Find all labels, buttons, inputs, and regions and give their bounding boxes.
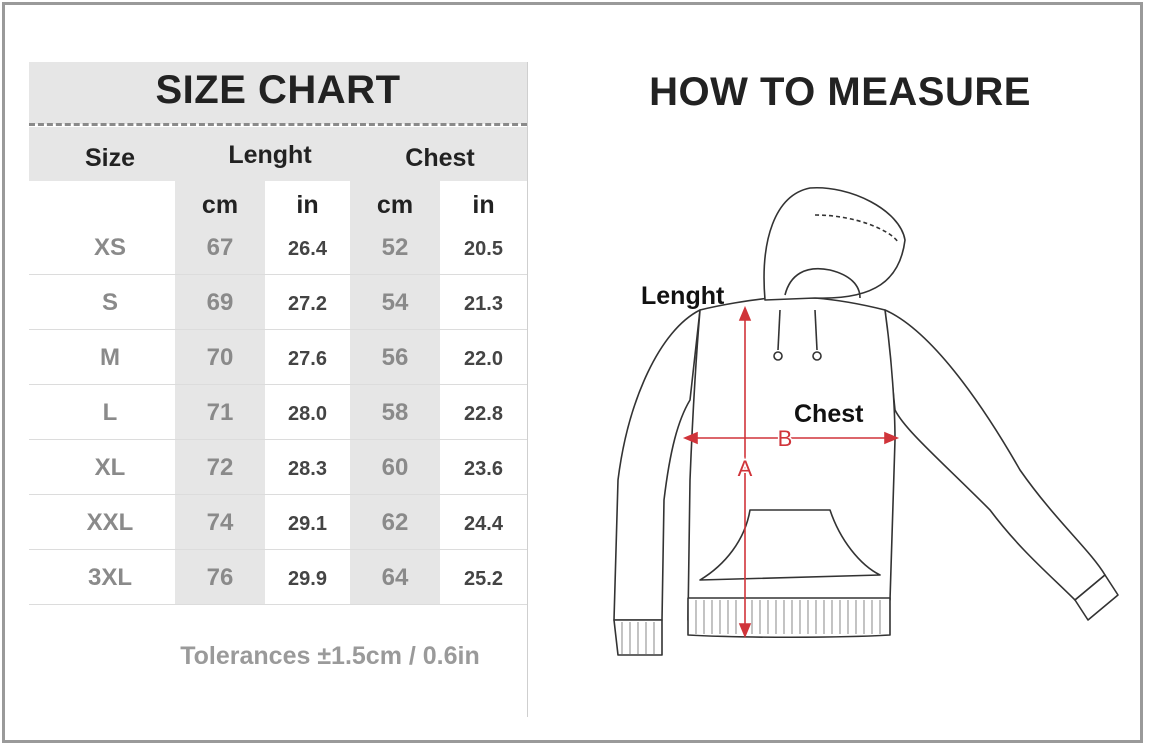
length-label: Lenght <box>641 282 725 310</box>
cell-size: XS <box>93 234 126 261</box>
row-divider <box>29 384 527 385</box>
cell-chest-cm: 54 <box>381 289 409 316</box>
marker-b: B <box>777 426 793 451</box>
cell-chest-cm: 64 <box>381 564 409 591</box>
cell-length-cm: 72 <box>206 454 234 481</box>
unit-length-in: in <box>296 191 319 219</box>
cell-chest-cm: 58 <box>381 399 409 426</box>
cell-length-in: 29.1 <box>288 513 327 535</box>
cell-chest-cm: 60 <box>381 454 409 481</box>
header-size: Size <box>84 144 136 172</box>
unit-chest-in: in <box>472 191 495 219</box>
header-chest: Chest <box>405 144 475 172</box>
cell-length-in: 28.0 <box>288 403 327 425</box>
marker-a: A <box>737 456 753 481</box>
cell-length-cm: 69 <box>206 289 234 316</box>
cell-chest-in: 22.8 <box>464 403 503 425</box>
cell-chest-in: 22.0 <box>464 348 503 370</box>
cell-chest-in: 24.4 <box>464 513 503 535</box>
cell-size: L <box>102 399 118 426</box>
cell-length-in: 27.2 <box>288 293 327 315</box>
chest-label: Chest <box>794 400 864 428</box>
cell-chest-in: 21.3 <box>464 293 503 315</box>
cell-length-cm: 76 <box>206 564 234 591</box>
cell-length-in: 27.6 <box>288 348 327 370</box>
cell-length-cm: 71 <box>206 399 234 426</box>
size-chart-title: SIZE CHART <box>155 68 401 112</box>
cell-chest-in: 23.6 <box>464 458 503 480</box>
cell-chest-cm: 56 <box>381 344 409 371</box>
how-to-measure-title: HOW TO MEASURE <box>649 70 1031 114</box>
cell-size: M <box>100 344 120 371</box>
dashed-separator <box>29 123 527 126</box>
hoodie-illustration-icon <box>600 180 1140 670</box>
cell-size: 3XL <box>87 564 132 591</box>
row-divider <box>29 439 527 440</box>
cell-length-cm: 74 <box>206 509 234 536</box>
cell-length-in: 26.4 <box>288 238 327 260</box>
tolerance-note: Tolerances ±1.5cm / 0.6in <box>180 642 480 670</box>
row-divider <box>29 549 527 550</box>
cell-chest-cm: 52 <box>381 234 409 261</box>
cell-size: XL <box>94 454 126 481</box>
unit-chest-cm: cm <box>376 191 414 219</box>
row-divider <box>29 494 527 495</box>
cell-size: S <box>101 289 118 316</box>
row-divider <box>29 604 527 605</box>
cell-chest-in: 20.5 <box>464 238 503 260</box>
cell-chest-cm: 62 <box>381 509 409 536</box>
cell-chest-in: 25.2 <box>464 568 503 590</box>
cell-length-cm: 70 <box>206 344 234 371</box>
section-divider <box>527 62 528 717</box>
row-divider <box>29 329 527 330</box>
cell-length-cm: 67 <box>206 234 234 261</box>
cell-length-in: 28.3 <box>288 458 327 480</box>
row-divider <box>29 274 527 275</box>
cell-size: XXL <box>86 509 134 536</box>
header-length: Lenght <box>228 141 312 169</box>
unit-length-cm: cm <box>201 191 239 219</box>
cell-length-in: 29.9 <box>288 568 327 590</box>
